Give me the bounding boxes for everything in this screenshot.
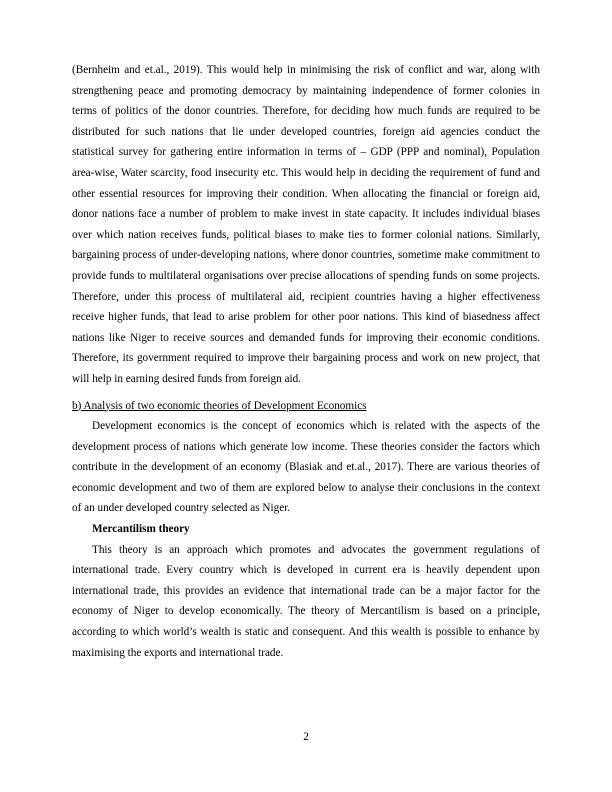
sub-heading-mercantilism: Mercantilism theory [92,523,190,536]
body-paragraph-foreign-aid: (Bernheim and et.al., 2019). This would help in minimising the risk of conflict and war, along with strengthening peace and promoting democracy by maintaining independence of former colonies in terms of politics of the donor countries. Therefore, for deciding how much funds are required to be distributed for such nations that lie under developed countries, foreign aid agencies conduct the statistical survey for gathering entire information in terms of – GDP (PPP and nominal), Population area-wise, Water scarcity, food insecurity etc. This would help in deciding the requirement of fund and other essential resources for improving their condition. When allocating the financial or foreign aid, donor nations face a number of problem to make invest in state capacity. It includes individual biases over which nation receives funds, political biases to make ties to former colonial nations. Similarly, bargaining process of under-developing nations, where donor countries, sometime make commitment to provide funds to multilateral organisations over precise allocations of spending funds on some projects. Therefore, under this process of multilateral aid, recipient countries having a higher effectiveness receive higher funds, that lead to arise problem for other poor nations. This kind of biasedness affect nations like Niger to receive sources and demanded funds for improving their economic conditions. Therefore, its government required to improve their bargaining process and work on new project, that will help in earning desired funds from foreign aid. [72,64,540,385]
page-number: 2 [303,731,309,743]
body-paragraph-development-economics: Development economics is the concept of economics which is related with the aspects of the development process of nations which generate low income. These theories consider the factors which contribute in the development of an economy (Blasiak and et.al., 2017). There are various theories of economic development and two of them are explored below to analyse their conclusions in the context of an under developed country selected as Niger. [72,420,540,515]
section-heading-development-theories: b) Analysis of two economic theories of Development Economics [72,399,367,412]
body-paragraph-mercantilism: This theory is an approach which promotes and advocates the government regulations of international trade. Every country which is developed in current era is heavily dependent upon international trade, this provides an evidence that international trade can be a major factor for the economy of Niger to develop economically. The theory of Mercantilism is based on a principle, according to which world’s wealth is static and consequent. And this wealth is possible to enhance by maximising the exports and international trade. [72,543,540,659]
document-page [72,60,540,663]
